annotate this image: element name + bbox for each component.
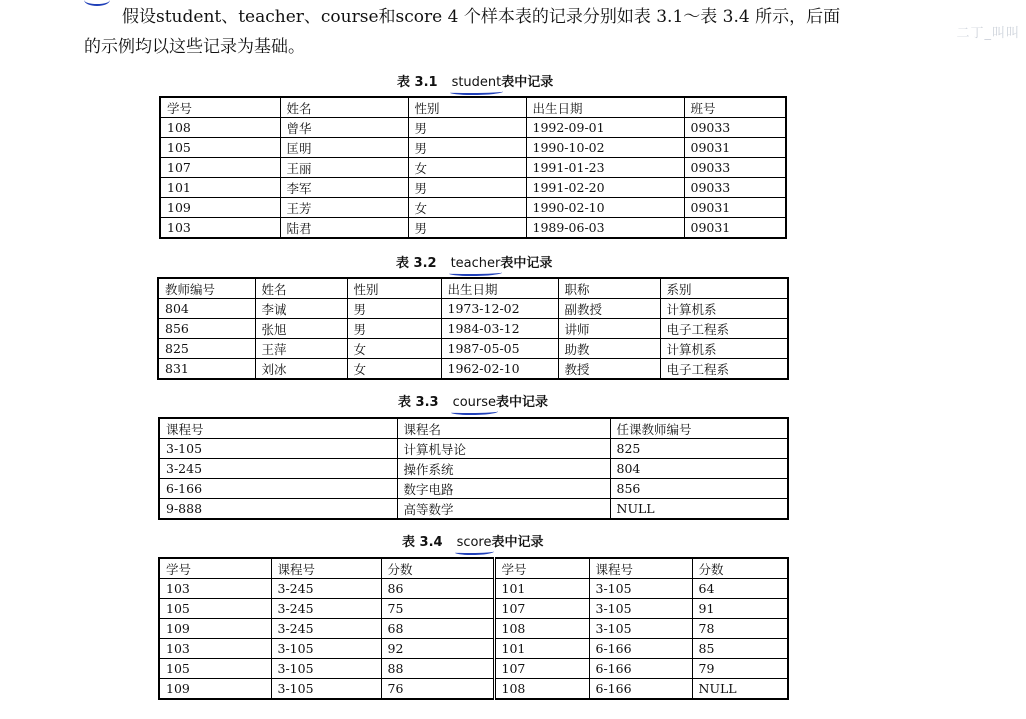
column-header: 职称 <box>558 278 660 299</box>
column-header: 班号 <box>684 97 786 118</box>
table-cell: 1991-02-20 <box>526 178 684 198</box>
column-header: 课程号 <box>589 558 692 579</box>
table-cell: 09033 <box>684 178 786 198</box>
table-cell: 3-105 <box>271 679 381 700</box>
column-header: 课程名 <box>397 418 610 439</box>
column-header: 学号 <box>159 558 271 579</box>
column-header: 教师编号 <box>158 278 255 299</box>
table-cell: 电子工程系 <box>660 359 788 380</box>
table-row <box>158 319 788 339</box>
caption-table-3-1 <box>397 71 553 90</box>
table-cell: 09033 <box>684 158 786 178</box>
table-cell: 女 <box>408 158 526 178</box>
table-cell: 105 <box>159 599 271 619</box>
table-cell: 计算机系 <box>660 299 788 319</box>
table-row <box>159 479 788 499</box>
table-cell: 103 <box>159 639 271 659</box>
table-cell: 教授 <box>558 359 660 380</box>
table-cell: 刘冰 <box>255 359 347 380</box>
table-course <box>158 417 789 520</box>
table-cell: 804 <box>610 459 788 479</box>
table-cell: 856 <box>610 479 788 499</box>
table-header-row <box>159 558 788 579</box>
caption-number: 表 3.3 <box>398 395 439 410</box>
table-cell: 李军 <box>280 178 408 198</box>
caption-table-name: teacher <box>450 256 501 271</box>
table-cell: 831 <box>158 359 255 380</box>
caption-suffix: 表中记录 <box>496 395 549 410</box>
table-header-row <box>160 97 786 118</box>
table-row <box>159 659 788 679</box>
table-cell: 108 <box>160 118 280 138</box>
table-cell: 103 <box>160 218 280 239</box>
table-cell: 陆君 <box>280 218 408 239</box>
table-cell: 电子工程系 <box>660 319 788 339</box>
table-cell: 助教 <box>558 339 660 359</box>
table-row <box>159 639 788 659</box>
table-cell: 107 <box>160 158 280 178</box>
table-cell: 女 <box>347 359 441 380</box>
table-cell: 王丽 <box>280 158 408 178</box>
table-cell: 09031 <box>684 198 786 218</box>
table-row <box>159 679 788 700</box>
table-cell: 107 <box>494 599 589 619</box>
column-header: 系别 <box>660 278 788 299</box>
table-cell: 王芳 <box>280 198 408 218</box>
table-cell: 曾华 <box>280 118 408 138</box>
column-header: 出生日期 <box>526 97 684 118</box>
table-student <box>159 96 787 239</box>
table-cell: 64 <box>692 579 788 599</box>
table-cell: 高等数学 <box>397 499 610 520</box>
table-cell: 804 <box>158 299 255 319</box>
table-cell: 男 <box>408 138 526 158</box>
table-cell: 6-166 <box>589 659 692 679</box>
table-cell: 68 <box>381 619 494 639</box>
table-cell: 匡明 <box>280 138 408 158</box>
column-header: 分数 <box>692 558 788 579</box>
table-cell: 副教授 <box>558 299 660 319</box>
table-cell: 计算机导论 <box>397 439 610 459</box>
table-cell: 09031 <box>684 218 786 239</box>
column-header: 姓名 <box>255 278 347 299</box>
table-cell: 3-245 <box>271 599 381 619</box>
table-score <box>158 557 789 700</box>
table-cell: 92 <box>381 639 494 659</box>
table-cell: 数字电路 <box>397 479 610 499</box>
table-cell: 6-166 <box>159 479 397 499</box>
table-cell: 1989-06-03 <box>526 218 684 239</box>
table-cell: 78 <box>692 619 788 639</box>
caption-number: 表 3.1 <box>397 75 438 90</box>
table-cell: 79 <box>692 659 788 679</box>
table-cell: 3-245 <box>159 459 397 479</box>
table-row <box>159 619 788 639</box>
table-cell: 101 <box>160 178 280 198</box>
caption-table-name: student <box>451 75 502 90</box>
caption-table-name: course <box>452 395 497 410</box>
table-cell: 李诚 <box>255 299 347 319</box>
table-cell: NULL <box>692 679 788 700</box>
caption-suffix: 表中记录 <box>500 256 553 271</box>
table-cell: 计算机系 <box>660 339 788 359</box>
column-header: 分数 <box>381 558 494 579</box>
column-header: 课程号 <box>271 558 381 579</box>
corner-watermark: 二丁_叫叫 <box>956 26 1020 41</box>
table-cell: 1984-03-12 <box>441 319 558 339</box>
table-cell: 109 <box>160 198 280 218</box>
table-header-row <box>158 278 788 299</box>
table-cell: 女 <box>347 339 441 359</box>
column-header: 课程号 <box>159 418 397 439</box>
table-cell: 3-105 <box>589 579 692 599</box>
column-header: 姓名 <box>280 97 408 118</box>
caption-table-3-3 <box>398 391 548 410</box>
table-cell: 105 <box>159 659 271 679</box>
table-cell: 86 <box>381 579 494 599</box>
table-row <box>159 499 788 520</box>
table-cell: 9-888 <box>159 499 397 520</box>
table-cell: 男 <box>408 118 526 138</box>
table-row <box>159 459 788 479</box>
table-cell: 1991-01-23 <box>526 158 684 178</box>
caption-table-name: score <box>456 535 492 550</box>
table-cell: 3-105 <box>589 599 692 619</box>
caption-number: 表 3.4 <box>402 535 443 550</box>
table-cell: 107 <box>494 659 589 679</box>
table-cell: 女 <box>408 198 526 218</box>
table-cell: 1973-12-02 <box>441 299 558 319</box>
table-row <box>160 198 786 218</box>
table-row <box>160 158 786 178</box>
caption-suffix: 表中记录 <box>491 535 544 550</box>
table-row <box>160 218 786 239</box>
table-cell: 103 <box>159 579 271 599</box>
caption-number: 表 3.2 <box>396 256 437 271</box>
table-cell: 09033 <box>684 118 786 138</box>
table-cell: 3-105 <box>271 639 381 659</box>
table-cell: 75 <box>381 599 494 619</box>
table-cell: 3-245 <box>271 619 381 639</box>
table-cell: 109 <box>159 619 271 639</box>
table-cell: 101 <box>494 579 589 599</box>
table-cell: 1962-02-10 <box>441 359 558 380</box>
table-cell: NULL <box>610 499 788 520</box>
column-header: 任课教师编号 <box>610 418 788 439</box>
table-row <box>160 118 786 138</box>
intro-line-1: 假设student、teacher、course和score 4 个样本表的记录分别如表 3.1～表 3.4 所示，后面 <box>122 7 841 27</box>
table-cell: 88 <box>381 659 494 679</box>
table-cell: 1987-05-05 <box>441 339 558 359</box>
table-cell: 91 <box>692 599 788 619</box>
table-row <box>158 299 788 319</box>
table-row <box>158 339 788 359</box>
table-cell: 76 <box>381 679 494 700</box>
table-cell: 3-245 <box>271 579 381 599</box>
caption-table-3-4 <box>402 531 544 550</box>
intro-paragraph <box>84 2 864 62</box>
caption-suffix: 表中记录 <box>501 75 554 90</box>
table-cell: 108 <box>494 679 589 700</box>
table-cell: 101 <box>494 639 589 659</box>
table-row <box>159 599 788 619</box>
table-teacher <box>157 277 789 380</box>
table-header-row <box>159 418 788 439</box>
table-cell: 王萍 <box>255 339 347 359</box>
column-header: 性别 <box>408 97 526 118</box>
table-cell: 3-105 <box>589 619 692 639</box>
caption-table-3-2 <box>396 252 552 271</box>
table-cell: 操作系统 <box>397 459 610 479</box>
intro-line-2: 的示例均以这些记录为基础。 <box>84 37 305 57</box>
table-row <box>158 359 788 380</box>
table-cell: 男 <box>408 178 526 198</box>
table-cell: 讲师 <box>558 319 660 339</box>
table-cell: 男 <box>347 299 441 319</box>
table-cell: 85 <box>692 639 788 659</box>
table-cell: 男 <box>408 218 526 239</box>
table-cell: 3-105 <box>159 439 397 459</box>
column-header: 出生日期 <box>441 278 558 299</box>
table-cell: 825 <box>158 339 255 359</box>
table-cell: 男 <box>347 319 441 339</box>
column-header: 学号 <box>160 97 280 118</box>
table-cell: 6-166 <box>589 639 692 659</box>
column-header: 学号 <box>494 558 589 579</box>
table-cell: 109 <box>159 679 271 700</box>
table-cell: 张旭 <box>255 319 347 339</box>
table-cell: 108 <box>494 619 589 639</box>
table-cell: 3-105 <box>271 659 381 679</box>
table-cell: 6-166 <box>589 679 692 700</box>
table-cell: 1992-09-01 <box>526 118 684 138</box>
table-cell: 1990-02-10 <box>526 198 684 218</box>
table-cell: 09031 <box>684 138 786 158</box>
table-cell: 825 <box>610 439 788 459</box>
table-row <box>160 178 786 198</box>
table-row <box>159 439 788 459</box>
table-row <box>160 138 786 158</box>
table-cell: 1990-10-02 <box>526 138 684 158</box>
column-header: 性别 <box>347 278 441 299</box>
table-cell: 856 <box>158 319 255 339</box>
table-cell: 105 <box>160 138 280 158</box>
table-row <box>159 579 788 599</box>
